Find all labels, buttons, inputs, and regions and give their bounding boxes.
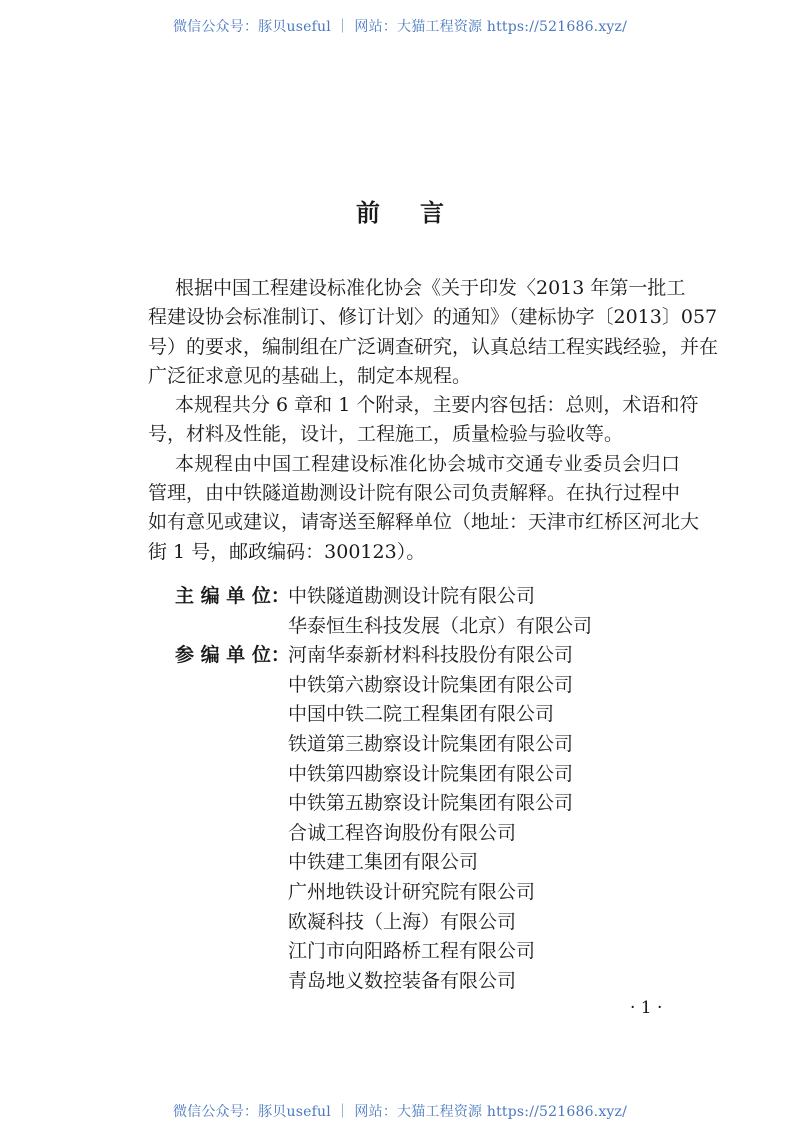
paragraph-line: 根据中国工程建设标准化协会《关于印发〈2013 年第一批工	[175, 277, 686, 299]
paragraph-line: 本规程共分 6 章和 1 个附录，主要内容包括：总则，术语和符	[175, 394, 699, 417]
unit-name: 青岛地义数控装备有限公司	[288, 969, 517, 992]
units-list	[175, 582, 592, 996]
unit-row	[175, 760, 592, 790]
unit-row	[175, 878, 592, 908]
unit-name: 华泰恒生科技发展（北京）有限公司	[288, 614, 593, 637]
unit-row	[175, 789, 592, 819]
unit-label	[175, 848, 288, 878]
unit-name: 中铁建工集团有限公司	[288, 851, 479, 874]
unit-label	[175, 819, 288, 849]
unit-row	[175, 641, 592, 671]
unit-label	[175, 612, 288, 642]
unit-name: 中铁第四勘察设计院集团有限公司	[288, 762, 574, 785]
unit-name: 铁道第三勘察设计院集团有限公司	[288, 732, 574, 755]
unit-name: 江门市向阳路桥工程有限公司	[288, 940, 536, 963]
preface-body	[148, 274, 719, 567]
unit-label	[175, 937, 288, 967]
unit-row	[175, 908, 592, 938]
unit-row	[175, 612, 592, 642]
page-number: · 1 ·	[630, 998, 663, 1018]
watermark-bottom: 微信公众号：豚贝useful ｜ 网站：大猫工程资源 https://521686.xyz/	[172, 1104, 628, 1120]
paragraph-line: 管理，由中铁隧道勘测设计院有限公司负责解释。在执行过程中	[148, 482, 681, 505]
unit-label	[175, 760, 288, 790]
unit-row	[175, 819, 592, 849]
unit-label	[175, 908, 288, 938]
unit-row	[175, 582, 592, 612]
unit-row	[175, 967, 592, 997]
unit-name: 广州地铁设计研究院有限公司	[288, 880, 536, 903]
unit-row	[175, 700, 592, 730]
unit-label	[175, 789, 288, 819]
unit-row	[175, 671, 592, 701]
unit-label	[175, 730, 288, 760]
unit-label	[175, 671, 288, 701]
unit-row	[175, 848, 592, 878]
unit-row	[175, 730, 592, 760]
unit-label	[175, 878, 288, 908]
unit-label: 主 编 单 位：	[175, 585, 290, 607]
paragraph-line: 号）的要求，编制组在广泛调查研究，认真总结工程实践经验，并在	[148, 335, 719, 358]
unit-label	[175, 967, 288, 997]
paragraph-line: 本规程由中国工程建设标准化协会城市交通专业委员会归口	[175, 452, 680, 475]
unit-row	[175, 937, 592, 967]
unit-name: 中铁隧道勘测设计院有限公司	[288, 585, 536, 607]
unit-label	[175, 700, 288, 730]
paragraph-line: 号，材料及性能，设计，工程施工，质量检验与验收等。	[148, 423, 624, 446]
unit-name: 中铁第六勘察设计院集团有限公司	[288, 673, 574, 696]
unit-name: 合诚工程咨询股份有限公司	[288, 821, 517, 844]
unit-name: 欧凝科技（上海）有限公司	[288, 910, 517, 933]
watermark-top: 微信公众号：豚贝useful ｜ 网站：大猫工程资源 https://521686.xyz/	[172, 19, 628, 35]
paragraph-line: 程建设协会标准制订、修订计划〉的通知》（建标协字〔2013〕057	[148, 306, 718, 329]
paragraph-line: 广泛征求意见的基础上，制定本规程。	[148, 364, 472, 387]
unit-label: 参 编 单 位：	[175, 644, 290, 667]
paragraph-line: 如有意见或建议，请寄送至解释单位（地址：天津市红桥区河北大	[148, 511, 700, 534]
unit-name: 中铁第五勘察设计院集团有限公司	[288, 792, 574, 815]
unit-name: 河南华泰新材料科技股份有限公司	[288, 644, 574, 667]
paragraph-line: 街 1 号，邮政编码：300123）。	[148, 540, 426, 563]
unit-name: 中国中铁二院工程集团有限公司	[288, 703, 555, 726]
page-title: 前言	[356, 198, 484, 227]
